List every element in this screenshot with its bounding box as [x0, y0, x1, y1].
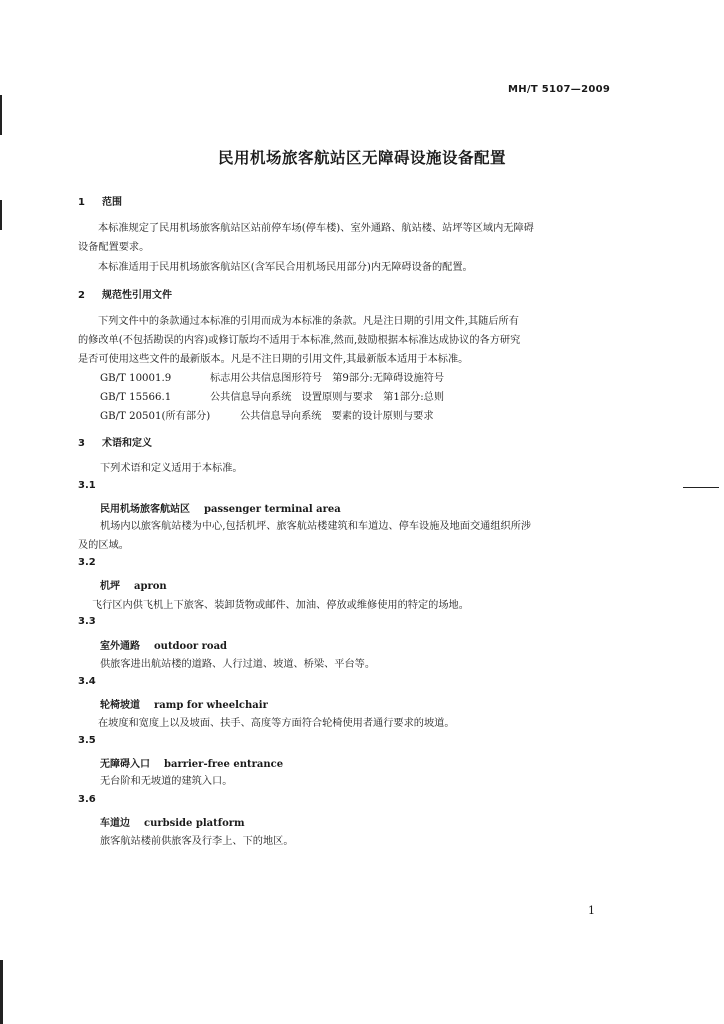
term-heading	[100, 500, 341, 515]
term-number: 3.6	[78, 794, 96, 805]
term-en: apron	[134, 581, 167, 592]
reference-title: 公共信息导向系统 要素的设计原则与要求	[240, 411, 434, 422]
page-number: 1	[588, 904, 595, 917]
term-heading	[100, 755, 283, 770]
reference-item	[100, 388, 444, 407]
term-number: 3.4	[78, 676, 96, 687]
term-number: 3.1	[78, 480, 96, 491]
section-heading-scope	[78, 193, 122, 208]
references-paragraph-line: 是否可使用这些文件的最新版本。凡是不注日期的引用文件,其最新版本适用于本标准。	[78, 354, 469, 365]
scope-paragraph-line: 设备配置要求。	[78, 242, 150, 253]
term-zh: 无障碍入口	[100, 759, 150, 770]
term-zh: 机坪	[100, 581, 120, 592]
term-zh: 室外通路	[100, 641, 140, 652]
term-heading	[100, 637, 227, 652]
section-title: 范围	[102, 197, 122, 208]
reference-item	[100, 407, 434, 426]
references-paragraph-line: 下列文件中的条款通过本标准的引用而成为本标准的条款。凡是注日期的引用文件,其随后所有	[98, 316, 519, 327]
scope-paragraph: 本标准适用于民用机场旅客航站区(含军民合用机场民用部分)内无障碍设备的配置。	[98, 262, 473, 273]
term-zh: 车道边	[100, 818, 130, 829]
scan-edge-mark	[0, 960, 3, 1024]
standard-number: MH/T 5107—2009	[508, 84, 611, 95]
term-definition-line: 在坡度和宽度上以及坡面、扶手、高度等方面符合轮椅使用者通行要求的坡道。	[98, 718, 455, 729]
term-definition-line: 旅客航站楼前供旅客及行李上、下的地区。	[100, 836, 294, 847]
scan-edge-mark	[683, 487, 719, 488]
term-en: barrier-free entrance	[164, 759, 284, 770]
reference-title: 公共信息导向系统 设置原则与要求 第1部分:总则	[210, 392, 445, 403]
section-number: 3	[78, 438, 85, 449]
term-definition-line: 飞行区内供飞机上下旅客、装卸货物或邮件、加油、停放或维修使用的特定的场地。	[92, 600, 469, 611]
term-heading	[100, 696, 268, 711]
reference-title: 标志用公共信息图形符号 第9部分:无障碍设施符号	[210, 373, 445, 384]
term-en: outdoor road	[154, 641, 228, 652]
reference-code: GB/T 20501(所有部分)	[100, 411, 211, 422]
term-number: 3.5	[78, 735, 96, 746]
term-definition-line: 及的区域。	[78, 540, 129, 551]
document-title: 民用机场旅客航站区无障碍设施设备配置	[217, 149, 506, 167]
scope-paragraph-line: 本标准规定了民用机场旅客航站区站前停车场(停车楼)、室外通路、航站楼、站坪等区域内无障碍	[98, 223, 534, 234]
term-definition-line: 机场内以旅客航站楼为中心,包括机坪、旅客航站楼建筑和车道边、停车设施及地面交通组织所涉	[100, 521, 532, 532]
term-number: 3.3	[78, 616, 96, 627]
section-heading-normative-references	[78, 286, 172, 301]
term-heading	[100, 814, 245, 829]
terms-intro: 下列术语和定义适用于本标准。	[100, 463, 243, 474]
section-title: 规范性引用文件	[102, 290, 172, 301]
section-title: 术语和定义	[102, 438, 152, 449]
scan-edge-mark	[0, 95, 2, 135]
term-number: 3.2	[78, 557, 96, 568]
term-zh: 民用机场旅客航站区	[100, 504, 190, 515]
reference-item	[100, 369, 444, 388]
reference-code: GB/T 10001.9	[100, 373, 172, 384]
section-heading-terms-and-definitions	[78, 434, 152, 449]
term-en: passenger terminal area	[204, 504, 341, 515]
reference-code: GB/T 15566.1	[100, 392, 172, 403]
term-heading	[100, 577, 167, 592]
term-en: curbside platform	[144, 818, 245, 829]
term-en: ramp for wheelchair	[154, 700, 268, 711]
term-definition-line: 无台阶和无坡道的建筑入口。	[100, 776, 233, 787]
section-number: 1	[78, 197, 85, 208]
scan-edge-mark	[0, 200, 2, 230]
term-zh: 轮椅坡道	[100, 700, 140, 711]
references-paragraph-line: 的修改单(不包括勘误的内容)或修订版均不适用于本标准,然而,鼓励根据本标准达成协议的各方研究	[78, 335, 521, 346]
term-definition-line: 供旅客进出航站楼的道路、人行过道、坡道、桥梁、平台等。	[100, 659, 376, 670]
section-number: 2	[78, 290, 85, 301]
